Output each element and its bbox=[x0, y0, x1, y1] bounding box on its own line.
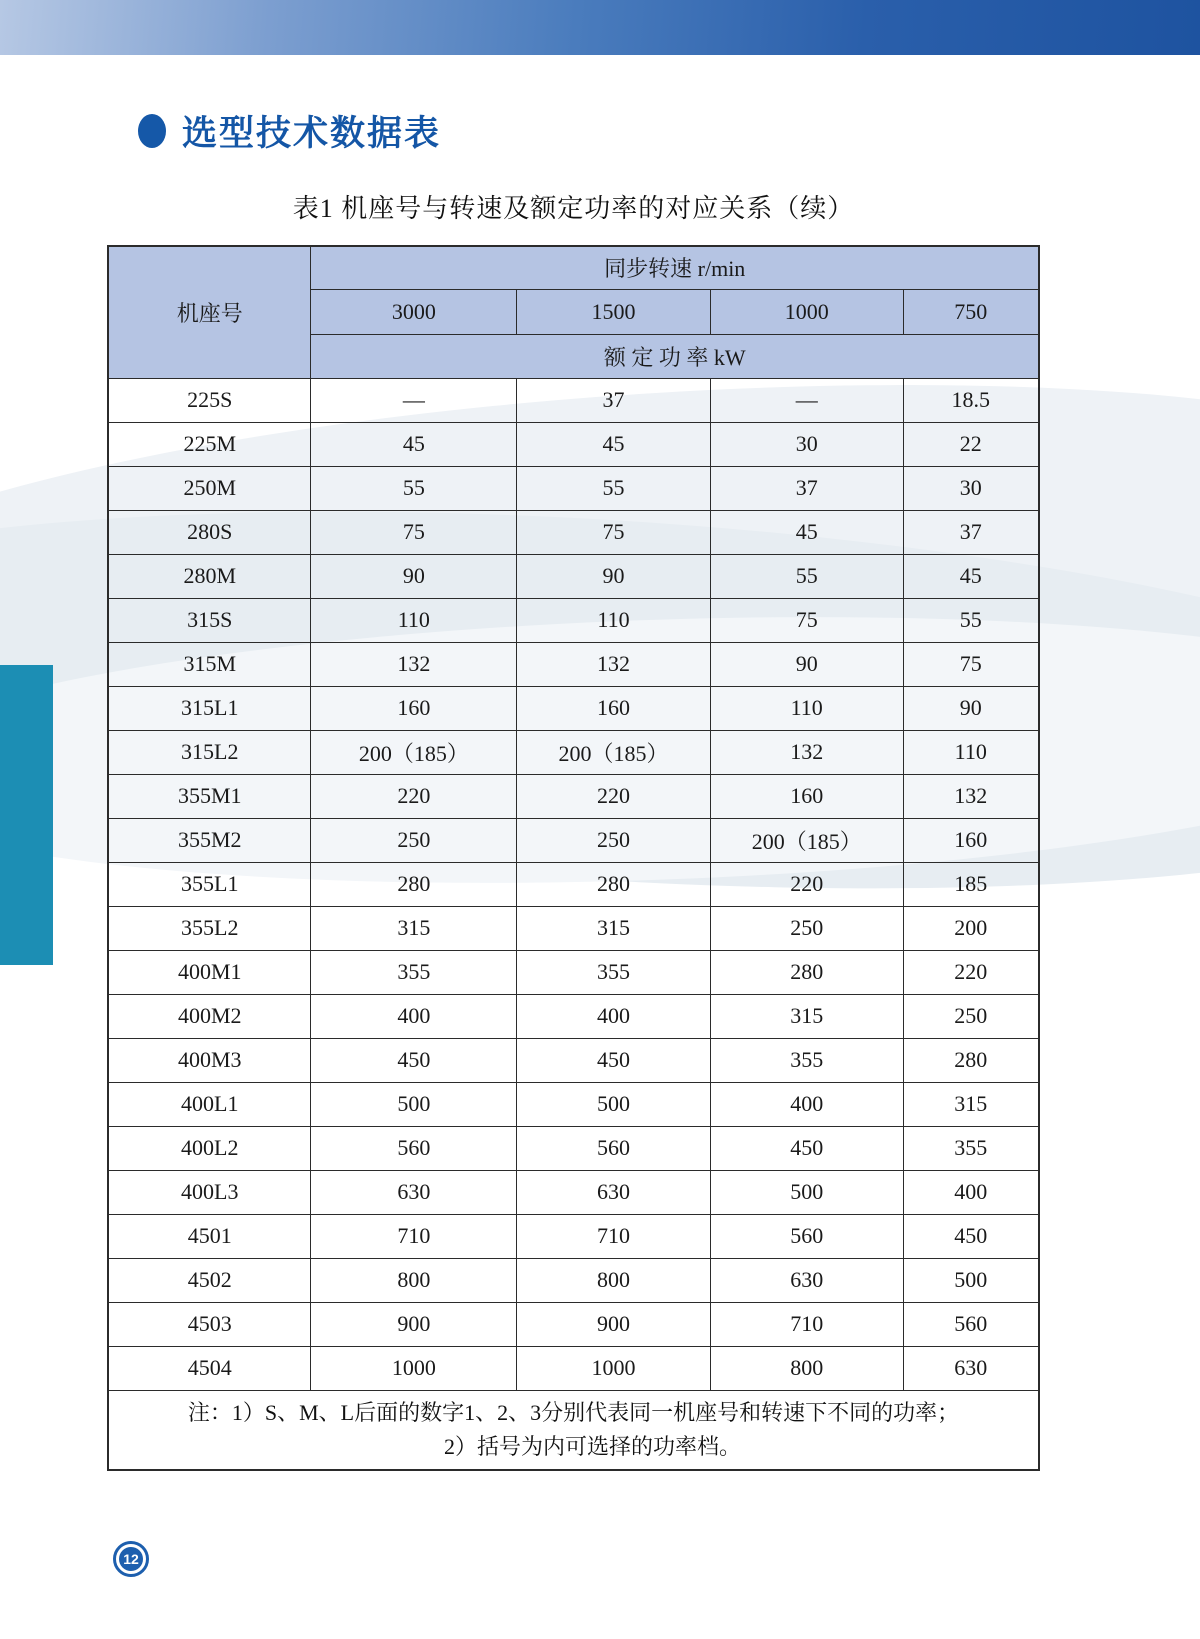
power-row-label: 额 定 功 率 kW bbox=[311, 334, 1039, 378]
power-cell: 37 bbox=[903, 510, 1039, 554]
power-cell: 200 bbox=[903, 906, 1039, 950]
frame-size-cell: 400M1 bbox=[108, 950, 311, 994]
power-cell: 900 bbox=[311, 1302, 517, 1346]
power-cell: 220 bbox=[517, 774, 711, 818]
power-cell: 1000 bbox=[517, 1346, 711, 1390]
power-cell: 160 bbox=[710, 774, 903, 818]
power-cell: 900 bbox=[517, 1302, 711, 1346]
power-cell: 90 bbox=[710, 642, 903, 686]
row-header-label: 机座号 bbox=[108, 246, 311, 378]
power-cell: 185 bbox=[903, 862, 1039, 906]
power-cell: 560 bbox=[710, 1214, 903, 1258]
power-cell: 110 bbox=[517, 598, 711, 642]
frame-size-cell: 250M bbox=[108, 466, 311, 510]
power-cell: 560 bbox=[311, 1126, 517, 1170]
power-cell: 220 bbox=[903, 950, 1039, 994]
section-heading bbox=[138, 106, 441, 156]
frame-size-cell: 280M bbox=[108, 554, 311, 598]
power-cell: 500 bbox=[710, 1170, 903, 1214]
frame-size-cell: 280S bbox=[108, 510, 311, 554]
power-cell: 110 bbox=[710, 686, 903, 730]
power-cell: 55 bbox=[903, 598, 1039, 642]
frame-size-cell: 315L2 bbox=[108, 730, 311, 774]
power-cell: 132 bbox=[903, 774, 1039, 818]
power-cell: 630 bbox=[710, 1258, 903, 1302]
table-row bbox=[108, 950, 1039, 994]
frame-size-cell: 355M2 bbox=[108, 818, 311, 862]
power-cell: 630 bbox=[517, 1170, 711, 1214]
power-cell: 710 bbox=[517, 1214, 711, 1258]
power-cell: 800 bbox=[311, 1258, 517, 1302]
table-row bbox=[108, 598, 1039, 642]
power-cell: 450 bbox=[903, 1214, 1039, 1258]
power-cell: 132 bbox=[517, 642, 711, 686]
speed-column-header: 3000 bbox=[311, 289, 517, 334]
table-row bbox=[108, 422, 1039, 466]
power-cell: 160 bbox=[903, 818, 1039, 862]
frame-size-cell: 225M bbox=[108, 422, 311, 466]
section-title: 选型技术数据表 bbox=[182, 114, 442, 153]
power-cell: 355 bbox=[517, 950, 711, 994]
power-cell: 132 bbox=[710, 730, 903, 774]
table-row bbox=[108, 1302, 1039, 1346]
table-row bbox=[108, 774, 1039, 818]
power-cell: 250 bbox=[311, 818, 517, 862]
power-cell: 630 bbox=[903, 1346, 1039, 1390]
power-cell: 55 bbox=[311, 466, 517, 510]
speed-column-header: 1500 bbox=[517, 289, 711, 334]
table-row bbox=[108, 510, 1039, 554]
power-cell: 1000 bbox=[311, 1346, 517, 1390]
bullet-dot-icon bbox=[138, 114, 166, 148]
power-cell: 45 bbox=[517, 422, 711, 466]
frame-size-cell: 315L1 bbox=[108, 686, 311, 730]
power-cell: 110 bbox=[903, 730, 1039, 774]
table-notes bbox=[108, 1390, 1039, 1470]
frame-size-cell: 400L2 bbox=[108, 1126, 311, 1170]
table-row bbox=[108, 906, 1039, 950]
frame-size-cell: 315S bbox=[108, 598, 311, 642]
power-cell: — bbox=[710, 378, 903, 422]
table-row bbox=[108, 642, 1039, 686]
power-cell: 250 bbox=[710, 906, 903, 950]
power-cell: 132 bbox=[311, 642, 517, 686]
frame-size-cell: 400M2 bbox=[108, 994, 311, 1038]
speed-group-header: 同步转速 r/min bbox=[311, 246, 1039, 289]
table-row bbox=[108, 862, 1039, 906]
table-caption: 表1 机座号与转速及额定功率的对应关系（续） bbox=[292, 194, 855, 223]
frame-size-cell: 355L2 bbox=[108, 906, 311, 950]
table-row bbox=[108, 1082, 1039, 1126]
left-edge-accent-block bbox=[0, 665, 53, 965]
power-cell: 400 bbox=[710, 1082, 903, 1126]
power-cell: 560 bbox=[517, 1126, 711, 1170]
table-row bbox=[108, 466, 1039, 510]
power-cell: 710 bbox=[311, 1214, 517, 1258]
power-cell: 75 bbox=[517, 510, 711, 554]
power-cell: 450 bbox=[517, 1038, 711, 1082]
frame-size-cell: 400L1 bbox=[108, 1082, 311, 1126]
frame-size-cell: 4503 bbox=[108, 1302, 311, 1346]
power-cell: 200（185） bbox=[710, 818, 903, 862]
power-cell: 75 bbox=[311, 510, 517, 554]
power-cell: 18.5 bbox=[903, 378, 1039, 422]
power-cell: 710 bbox=[710, 1302, 903, 1346]
power-cell: 220 bbox=[311, 774, 517, 818]
table-row bbox=[108, 730, 1039, 774]
table-row bbox=[108, 1038, 1039, 1082]
power-cell: 315 bbox=[517, 906, 711, 950]
power-cell: 280 bbox=[903, 1038, 1039, 1082]
table-header bbox=[108, 246, 1039, 378]
table-row bbox=[108, 686, 1039, 730]
power-cell: 315 bbox=[903, 1082, 1039, 1126]
frame-size-cell: 355M1 bbox=[108, 774, 311, 818]
power-cell: 500 bbox=[517, 1082, 711, 1126]
power-cell: 355 bbox=[311, 950, 517, 994]
frame-size-cell: 4501 bbox=[108, 1214, 311, 1258]
frame-size-cell: 400L3 bbox=[108, 1170, 311, 1214]
power-cell: 55 bbox=[517, 466, 711, 510]
power-cell: 160 bbox=[517, 686, 711, 730]
power-cell: 400 bbox=[517, 994, 711, 1038]
top-gradient-banner bbox=[0, 0, 1200, 55]
power-cell: 55 bbox=[710, 554, 903, 598]
power-cell: 37 bbox=[710, 466, 903, 510]
power-cell: 45 bbox=[903, 554, 1039, 598]
spec-table-container bbox=[107, 245, 1040, 1471]
spec-table bbox=[107, 245, 1040, 1471]
power-cell: 250 bbox=[517, 818, 711, 862]
table-row bbox=[108, 1170, 1039, 1214]
power-cell: 110 bbox=[311, 598, 517, 642]
power-cell: 30 bbox=[710, 422, 903, 466]
table-row bbox=[108, 818, 1039, 862]
frame-size-cell: 400M3 bbox=[108, 1038, 311, 1082]
power-cell: 315 bbox=[311, 906, 517, 950]
power-cell: 200（185） bbox=[517, 730, 711, 774]
power-cell: 75 bbox=[903, 642, 1039, 686]
frame-size-cell: 355L1 bbox=[108, 862, 311, 906]
power-cell: 500 bbox=[903, 1258, 1039, 1302]
frame-size-cell: 4504 bbox=[108, 1346, 311, 1390]
power-cell: 45 bbox=[710, 510, 903, 554]
table-row bbox=[108, 1126, 1039, 1170]
frame-size-cell: 315M bbox=[108, 642, 311, 686]
table-row bbox=[108, 1346, 1039, 1390]
speed-column-header: 1000 bbox=[710, 289, 903, 334]
power-cell: 800 bbox=[710, 1346, 903, 1390]
power-cell: 355 bbox=[710, 1038, 903, 1082]
frame-size-cell: 4502 bbox=[108, 1258, 311, 1302]
speed-column-header: 750 bbox=[903, 289, 1039, 334]
table-body bbox=[108, 378, 1039, 1390]
power-cell: 450 bbox=[710, 1126, 903, 1170]
power-cell: 90 bbox=[903, 686, 1039, 730]
power-cell: 400 bbox=[311, 994, 517, 1038]
page-number-badge bbox=[113, 1541, 149, 1577]
power-cell: 22 bbox=[903, 422, 1039, 466]
power-cell: 280 bbox=[710, 950, 903, 994]
power-cell: 280 bbox=[517, 862, 711, 906]
power-cell: 560 bbox=[903, 1302, 1039, 1346]
power-cell: 250 bbox=[903, 994, 1039, 1038]
power-cell: 90 bbox=[311, 554, 517, 598]
power-cell: 500 bbox=[311, 1082, 517, 1126]
power-cell: 800 bbox=[517, 1258, 711, 1302]
note-line: 注：1）S、M、L后面的数字1、2、3分别代表同一机座号和转速下不同的功率； bbox=[187, 1399, 960, 1425]
power-cell: 355 bbox=[903, 1126, 1039, 1170]
power-cell: 75 bbox=[710, 598, 903, 642]
power-cell: 160 bbox=[311, 686, 517, 730]
power-cell: 450 bbox=[311, 1038, 517, 1082]
power-cell: 37 bbox=[517, 378, 711, 422]
power-cell: — bbox=[311, 378, 517, 422]
table-row bbox=[108, 994, 1039, 1038]
power-cell: 90 bbox=[517, 554, 711, 598]
page-number: 12 bbox=[119, 1547, 143, 1571]
power-cell: 220 bbox=[710, 862, 903, 906]
frame-size-cell: 225S bbox=[108, 378, 311, 422]
table-row bbox=[108, 1258, 1039, 1302]
power-cell: 315 bbox=[710, 994, 903, 1038]
power-cell: 400 bbox=[903, 1170, 1039, 1214]
power-cell: 200（185） bbox=[311, 730, 517, 774]
table-row bbox=[108, 554, 1039, 598]
power-cell: 630 bbox=[311, 1170, 517, 1214]
table-row bbox=[108, 378, 1039, 422]
power-cell: 30 bbox=[903, 466, 1039, 510]
table-row bbox=[108, 1214, 1039, 1258]
power-cell: 280 bbox=[311, 862, 517, 906]
note-line: 2）括号为内可选择的功率档。 bbox=[443, 1433, 741, 1459]
power-cell: 45 bbox=[311, 422, 517, 466]
